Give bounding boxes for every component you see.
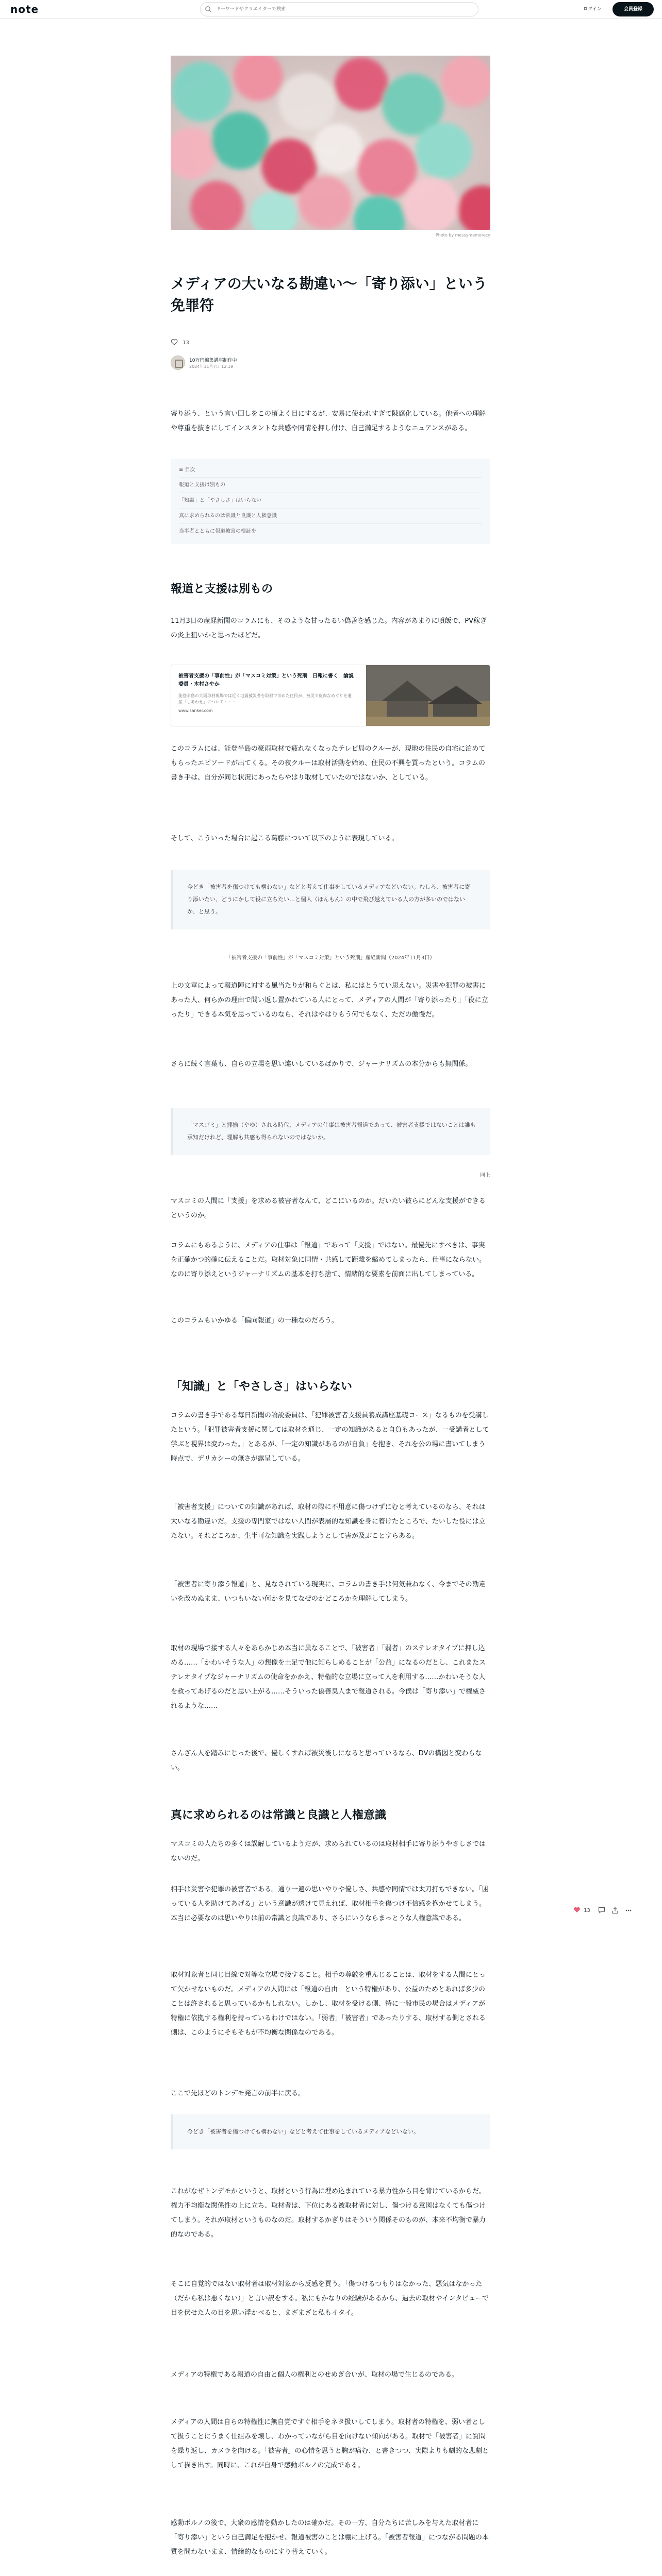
toc-heading[interactable]: ≡ 目次 <box>179 467 195 473</box>
body-paragraph: 取材対象者と同じ目線で対等な立場で接すること。相手の尊厳を重んじることは、取材をする人間にとって欠かせないものだ。メディアの人間には「報道の自由」という特権があり、公益のためとあれば多少のことは許されると思っているかもしれない。しかし、取材を受ける側、特に一般市民の場合はメディアが特権に依拠する権利を持っているわけではない。「弱者」「被害者」であったりする、取材する側とされる側は、このようにそもそもが不均衡な関係なのである。 <box>171 1971 486 2037</box>
link-card-title: 被害者支援の「事前性」が「マスコミ対策」という死刑 日報に書く 論説委員・木村さやか <box>178 673 354 687</box>
body-paragraph: 「被害者支援」についての知識があれば、取材の際に不用意に傷つけずにむと考えているのなら、それは大いなる勘違いだ。支援の専門家ではない人間が表層的な知識を身に着けたところで、たいした役には立たない。それどころか、生半可な知識を実践しようとして害が及ぶことすらある。 <box>171 1503 486 1540</box>
like-count: 13 <box>183 340 189 346</box>
link-card-domain: www.sankei.com <box>178 708 213 713</box>
body-paragraph: 上の文章によって報道陣に対する風当たりが和らぐとは、私にはとうてい思えない。災害や犯罪の被害にあった人、何らかの理由で問い返し置かれている人にとって、メディアの人間が「寄り添ったり」「役に立ったり」できる本気を思っているのなら、それはやはりもう何でもなく、ただの傲慢だ。 <box>171 982 488 1019</box>
login-button[interactable]: ログイン <box>583 7 602 12</box>
body-paragraph: そこに自覚的ではない取材者は取材対象から反感を買う。「傷つけるつもりはなかった、悪気はなかった（だから私は悪くない）」と言い訳をする。私にもかなりの経験があるから、過去の取材やインタビューで目を伏せた人の目を思い浮かべると、まざまざと私もイタイ。 <box>171 2280 489 2317</box>
table-of-contents <box>171 459 490 544</box>
author-block[interactable] <box>171 355 490 373</box>
body-paragraph: このコラムには、能登半島の豪雨取材で疲れなくなったテレビ局のクルーが、現地の住民の自宅に泊めてもらったエピソードが出てくる。その夜クルーは取材活動を始め、住民の不興を買ったという。コラムの書き手は、自分が同じ状況にあったらやはり取材していたのではないか、としている。 <box>171 745 486 782</box>
link-card-description: 能登半島の大雨取材現場では近く地震被災者を取材で泊めた住民が、被災で皮肉なめぐりを遺産「しあわせ」について・・・ <box>178 693 352 704</box>
share-icon <box>611 1907 619 1914</box>
section-heading: 真に求められるのは常識と良識と人権意識 <box>171 1809 387 1822</box>
quote-attribution: 同上 <box>480 1173 490 1178</box>
body-paragraph: 取材の現場で接する人々をあらかじめ本当に異なることで、「被害者」「弱者」のステレオタイプに押し込める……「かわいそうな人」の想像を土足で他に知らしめることが「公益」になるのだとし、これまたステレオタイプなジャーナリズムの使命をかかえ、特権的な立場に立って人を利用する……かわいそうな人を救ってあげるのだと思い上がる……そういった偽善臭人まで報道される。今僕は「寄り添い」で権威されるような…… <box>171 1645 486 1710</box>
search-box[interactable] <box>200 2 478 16</box>
author-avatar[interactable] <box>171 355 185 370</box>
section-heading: 「知識」と「やさしさ」はいらない <box>171 1380 353 1393</box>
toc-item[interactable]: 報道と支援は別もの <box>179 477 482 493</box>
floating-like-button[interactable] <box>573 1907 590 1913</box>
article-title: メディアの大いなる勘違い〜「寄り添い」という免罪符 <box>171 275 487 314</box>
body-paragraph: 感動ポルノの後で、大衆の感情を動かしたのは確かだ。その一方、自分たちに苦しみを与えた取材者に「寄り添い」という自己満足を抱かせ、報道被害のことは棚に上げる。「被害者報道」につながる問題の本質を問わないまま、情緒的なものにすり替えていく。 <box>171 2519 489 2556</box>
toc-item[interactable]: 当事者とともに報道被害の検証を <box>179 523 482 539</box>
blockquote: 今どき「被害者を傷つけても構わない」などと考えて仕事をしているメディアなどいない。 <box>171 2114 490 2149</box>
body-paragraph: さんざん人を踏みにじった後で、優しくすれば被災後しになると思っているなら、DVの構図と変わらない。 <box>171 1750 482 1772</box>
toc-item[interactable]: 真に求められるのは常識と良識と人権意識 <box>179 508 482 523</box>
share-button[interactable] <box>611 1907 619 1916</box>
published-date: 2024年11月7日 12:19 <box>189 364 234 369</box>
body-paragraph: さらに続く言葉も、自らの立場を思い違いしているばかりで、ジャーナリズムの本分からも無関係。 <box>171 1060 472 1068</box>
search-icon <box>205 6 212 13</box>
author-name[interactable]: 10万円編集講座制作中 <box>189 358 237 363</box>
search-input[interactable] <box>216 5 474 14</box>
link-card-text <box>178 672 354 713</box>
bokeh-photo <box>171 56 490 230</box>
floating-actions <box>573 1904 635 1917</box>
body-paragraph: そして、こういった場合に起こる葛藤について以下のように表現している。 <box>171 835 399 842</box>
more-button[interactable] <box>625 1907 632 1916</box>
body-paragraph: 11月3日の産経新聞のコラムにも、そのような甘ったるい偽善を感じた。内容があまりに噴飯で、PV稼ぎの炎上狙いかと思ったほどだ。 <box>171 617 487 639</box>
more-icon <box>625 1907 632 1914</box>
body-paragraph: ここで先ほどのトンデモ発言の前半に戻る。 <box>171 2090 305 2097</box>
body-paragraph: マスコミの人間に「支援」を求める被害者なんて、どこにいるのか。だいたい彼らにどんな支援ができるというのか。 <box>171 1197 486 1219</box>
floating-like-count: 13 <box>584 1908 590 1913</box>
blockquote: 今どき「被害者を傷つけても構わない」などと考えて仕事をしているメディアなどいない。むしろ、被害者に寄り添いたい、どうにかして役に立ちたい…と個人（ほんもん）の中で飛び越えている人の方が多いのではないか、と思う。 <box>171 870 490 929</box>
photo-credit[interactable]: Photo by messymemorecy <box>435 233 490 238</box>
body-paragraph: 「被害者に寄り添う報道」と、見なされている現実に、コラムの書き手は何気兼ねなく、今までその勘違いを改めぬまま、いつもいない何かを見てなぜのかどころかを理解してしまう。 <box>171 1581 486 1603</box>
top-navigation-bar <box>0 0 662 19</box>
intro-paragraph: 寄り添う、という言い回しをこの頃よく目にするが、安易に使われすぎて陳腐化している。他者への理解や尊重を抜きにしてインスタントな共感や同情を押し付け、自己満足するようなニュアンスがある。 <box>171 410 486 432</box>
note-logo[interactable]: note <box>10 3 39 15</box>
comment-button[interactable] <box>598 1907 605 1915</box>
signup-button[interactable]: 会員登録 <box>613 2 654 16</box>
body-paragraph: メディアの人間は自らの特権性に無自覚ですぐ相手をネタ扱いしてしまう。取材者の特権を、弱い者として扱うことにうまく仕組みを壊し、わかっていながら目を向けない傾向がある。取材で「被害者」に質問を繰り返し、カメラを向ける。「被害者」の心情を思うと胸が痛む、と書きつつ、実際よりも劇的な悲劇として描き出す。同時に、これが自身で感動ポルノの完成である。 <box>171 2418 489 2469</box>
blockquote: 「マスゴミ」と揶揄（やゆ）される時代、メディアの仕事は被害者報道であって、被害者支援ではないことは誰も承知だけれど、理解も共感も得られないのではないか。 <box>171 1108 490 1155</box>
body-paragraph: コラムにもあるように、メディアの仕事は「報道」であって「支援」ではない。最優先にすべきは、事実を正確かつ的確に伝えることだ。取材対象に同情・共感して距離を縮めてしまったら、仕事にならない。なのに寄り添えというジャーナリズムの基本を打ち捨て、情緒的な要素を前面に出してしまっている。 <box>171 1242 486 1278</box>
link-card-thumbnail <box>366 665 490 726</box>
body-paragraph: コラムの書き手である毎日新聞の論説委員は、「犯罪被害者支援員養成講座基礎コース」なるものを受講したという。「犯罪被害者支援に関しては取材を通じ、一定の知識があると自負もあったが、一受講者として学ぶと視界は変わった。」とあるが、「一定の知識があるのが自負」を抱き、それを公の場に書いてしまう時点で、デリカシーの無さが露呈している。 <box>171 1412 489 1463</box>
body-paragraph: メディアの特権である報道の自由と個人の権利とのせめぎ合いが、取材の場で生じるのである。 <box>171 2371 458 2379</box>
heart-icon <box>573 1907 581 1913</box>
body-paragraph: このコラムもいかゆる「偏向報道」の一種なのだろう。 <box>171 1317 338 1325</box>
quote-caption: 「被害者支援の「事前性」が「マスコミ対策」という死刑」産経新聞（2024年11月3日） <box>226 955 435 961</box>
comment-icon <box>598 1907 605 1913</box>
heart-icon <box>171 339 178 345</box>
hero-image <box>171 56 490 230</box>
link-card[interactable] <box>171 665 490 726</box>
body-paragraph: これがなぜトンデモかというと、取材という行為に埋め込まれている暴力性から目を背けているからだ。権力不均衡な関係性の上に立ち、取材者は、下位にある被取材者に対し、傷つける意図はなくても傷つけてしまう。それが取材というものなのだ。取材するかぎりはそういう関係そのものが、本来不均衡で暴力的なのである。 <box>171 2188 486 2239</box>
like-button[interactable] <box>171 339 490 346</box>
list-icon: ≡ <box>179 467 185 473</box>
body-paragraph: 相手は災害や犯罪の被害者である。通り一遍の思いやりや優しさ、共感や同情では太刀打ちできない。「困っている人を助けてあげる」という意識が透けて見えれば、取材相手を傷つけ不信感を抱かせてしまう。本当に必要なのは思いやりは前の常識と良識であり、さらにいうならまっとうな人権意識である。 <box>171 1886 489 1922</box>
body-paragraph: マスコミの人たちの多くは誤解しているようだが、求められているのは取材相手に寄り添うやさしさではないのだ。 <box>171 1840 486 1862</box>
toc-item[interactable]: 「知識」と「やさしさ」はいらない <box>179 493 482 508</box>
section-heading: 報道と支援は別もの <box>171 583 273 596</box>
